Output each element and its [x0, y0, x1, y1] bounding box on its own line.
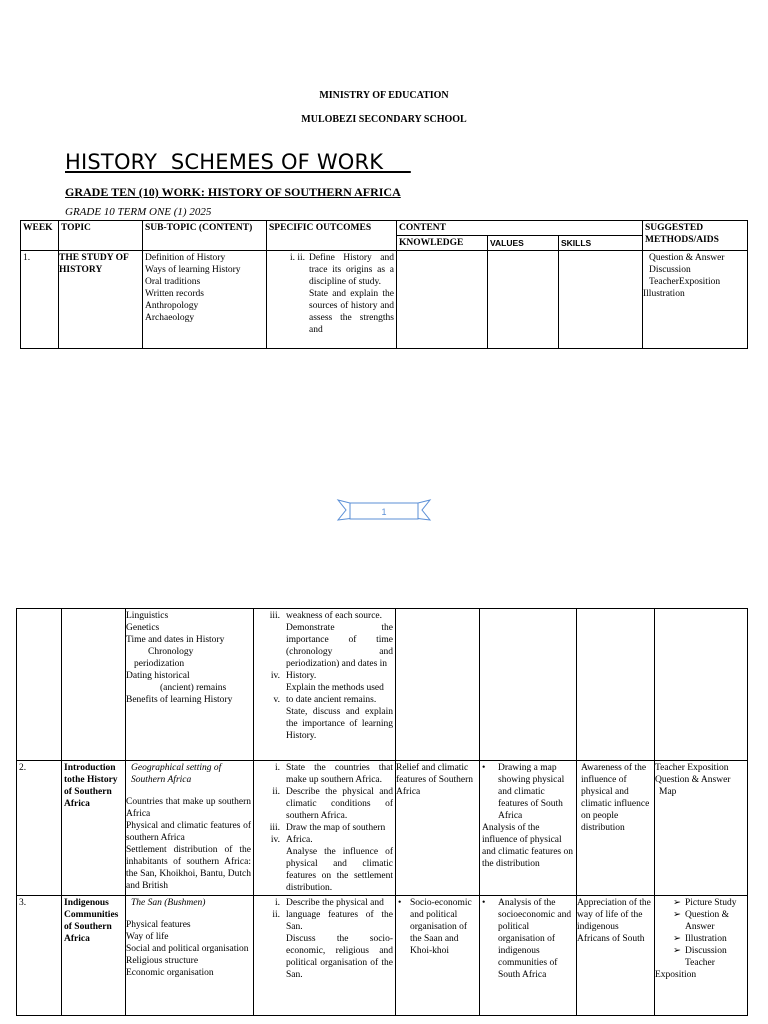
subtopic-item: Definition of History	[145, 253, 226, 263]
header-skills: SKILLS	[559, 236, 643, 251]
method-item: Exposition	[655, 970, 697, 980]
subtopic-item: Archaeology	[145, 313, 195, 323]
subtopic-item: Benefits of learning History	[126, 695, 233, 705]
term-label: GRADE 10 TERM ONE (1) 2025	[65, 206, 212, 218]
outcomes-cell	[267, 251, 397, 349]
values-cell	[480, 761, 577, 896]
topic-cell: Introduction tothe History of Southern Africa	[62, 761, 126, 896]
values-cell	[480, 609, 577, 761]
topic-cell: THE STUDY OF HISTORY	[59, 251, 143, 349]
method-item: ➢ Illustration	[673, 934, 727, 944]
subtopic-heading: The San (Bushmen)	[131, 898, 206, 908]
subtopic-item: Physical and climatic features of southern Africa	[126, 821, 251, 843]
outcome-item: iii. weakness of each source.	[269, 611, 383, 621]
values-item: • Analysis of the socioeconomic and political organisation of indigenous communities of South Africa	[482, 898, 572, 980]
methods-cell	[655, 896, 748, 1016]
skills-cell	[577, 609, 655, 761]
subtopic-item: periodization	[134, 659, 185, 669]
subtopic-item: Countries that make up southern Africa	[126, 797, 251, 819]
values-cell	[480, 896, 577, 1016]
header-knowledge: KNOWLEDGE	[397, 236, 488, 251]
methods-cell	[643, 251, 748, 349]
scheme-table-page2	[16, 608, 748, 1016]
outcomes-cell	[254, 609, 396, 761]
subtopic-cell	[143, 251, 267, 349]
header-methods: SUGGESTED METHODS/AIDS	[643, 221, 748, 251]
values-cell	[488, 251, 559, 349]
subtopic-item: Dating historical	[126, 671, 190, 681]
method-item: TeacherExposition	[649, 277, 721, 287]
subtopic-item: Settlement distribution of the inhabitants of southern Africa: the San, Khoikhoi, Bantu, Dutch and British	[126, 845, 251, 891]
header-outcomes: SPECIFIC OUTCOMES	[267, 221, 397, 251]
method-item: Question & Answer	[649, 253, 725, 263]
method-item: Discussion	[649, 265, 691, 275]
page-number: 1	[381, 507, 387, 517]
subtopic-item: Religious structure	[126, 956, 199, 966]
outcome-item: i. State the countries that make up southern Africa.	[274, 763, 393, 785]
outcomes-cell	[254, 896, 396, 1016]
subtopic-cell	[126, 761, 254, 896]
outcome-item: Discuss the socio-economic, religious and political organisation of the San.	[286, 934, 393, 980]
methods-cell	[655, 609, 748, 761]
outcome-item: i. Describe the physical and	[274, 898, 384, 908]
method-item: Illustration	[643, 289, 685, 299]
knowledge-cell	[396, 896, 480, 1016]
subtopic-item: Economic organisation	[126, 968, 214, 978]
ministry-heading: MINISTRY OF EDUCATION	[319, 90, 449, 101]
method-item: Question & Answer	[655, 775, 731, 785]
header-content: CONTENT	[397, 221, 643, 236]
header-values: VALUES	[488, 236, 559, 251]
methods-cell	[655, 761, 748, 896]
subtopic-item: Social and political organisation	[126, 944, 249, 954]
values-item: • Drawing a map showing physical and climatic features of South Africa	[482, 763, 565, 821]
subtopic-cell	[126, 896, 254, 1016]
subtopic-item: (ancient) remains	[160, 683, 227, 693]
subtopic-item: Linguistics	[126, 611, 169, 621]
outcomes-cell	[254, 761, 396, 896]
skills-cell: Awareness of the influence of physical and climatic influence on people distribution	[577, 761, 655, 896]
outcome-item: Define History and trace its origins as a discipline of study.	[309, 253, 394, 287]
week-cell: 2.	[17, 761, 62, 896]
values-item: Analysis of the influence of physical and climatic features on the distribution	[482, 823, 574, 869]
method-item: ➢ Discussion Teacher	[673, 946, 727, 968]
outcome-item: Explain the methods used	[286, 683, 384, 693]
method-item: Map	[659, 787, 677, 797]
outcome-item: iv. History.	[270, 671, 317, 681]
outcome-item: State and explain the sources of history and assess the strengths and	[309, 289, 394, 335]
subtopic-item: Time and dates in History	[126, 635, 225, 645]
outcome-item: State, discuss and explain the importance of learning History.	[286, 707, 393, 741]
outcome-item: ii. Describe the physical and climatic conditions of southern Africa.	[272, 787, 393, 821]
topic-cell: Indigenous Communities of Southern Africa	[62, 896, 126, 1016]
skills-cell	[559, 251, 643, 349]
header-topic: TOPIC	[59, 221, 143, 251]
subtopic-heading: Geographical setting of Southern Africa	[131, 763, 222, 785]
subtopic-item: Ways of learning History	[145, 265, 241, 275]
skills-cell: Appreciation of the way of life of the indigenous Africans of South	[577, 896, 655, 1016]
grade-title: GRADE TEN (10) WORK: HISTORY OF SOUTHERN AFRICA	[65, 185, 401, 199]
subtopic-item: Chronology	[148, 647, 194, 657]
knowledge-cell	[396, 609, 480, 761]
school-heading: MULOBEZI SECONDARY SCHOOL	[301, 114, 467, 125]
method-item: Teacher Exposition	[655, 763, 729, 773]
week-cell: 3.	[17, 896, 62, 1016]
outcome-item: Analyse the influence of physical and climatic features on the settlement distribution.	[286, 847, 393, 893]
knowledge-cell: Relief and climatic features of Southern Africa	[396, 761, 480, 896]
scheme-table-page1	[20, 220, 748, 349]
document-title: HISTORY SCHEMES OF WORK	[65, 150, 411, 174]
subtopic-item: Oral traditions	[145, 277, 201, 287]
outcome-item: iii. Draw the map of southern	[269, 823, 386, 833]
header-subtopic: SUB-TOPIC (CONTENT)	[143, 221, 267, 251]
header-week: WEEK	[21, 221, 59, 251]
subtopic-item: Way of life	[126, 932, 169, 942]
subtopic-item: Written records	[145, 289, 204, 299]
subtopic-cell	[126, 609, 254, 761]
outcome-item: v. to date ancient remains.	[273, 695, 377, 705]
method-item: ➢ Question & Answer	[673, 910, 730, 932]
week-cell: 1.	[21, 251, 59, 349]
week-cell	[17, 609, 62, 761]
outcome-item: ii. language features of the San.	[272, 910, 393, 932]
topic-cell	[62, 609, 126, 761]
knowledge-item: • Socio-economic and political organisation of the Saan and Khoi-khoi	[398, 898, 472, 956]
outcome-item: Demonstrate the importance of time (chronology and periodization) and dates in	[286, 623, 393, 669]
subtopic-item: Anthropology	[145, 301, 199, 311]
page-number-ribbon	[336, 496, 432, 524]
method-item: ➢ Picture Study	[673, 898, 737, 908]
subtopic-item: Physical features	[126, 920, 191, 930]
subtopic-item: Genetics	[126, 623, 160, 633]
outcome-item: iv. Africa.	[270, 835, 313, 845]
outcome-numbers: i. ii.	[289, 253, 305, 263]
knowledge-cell	[397, 251, 488, 349]
